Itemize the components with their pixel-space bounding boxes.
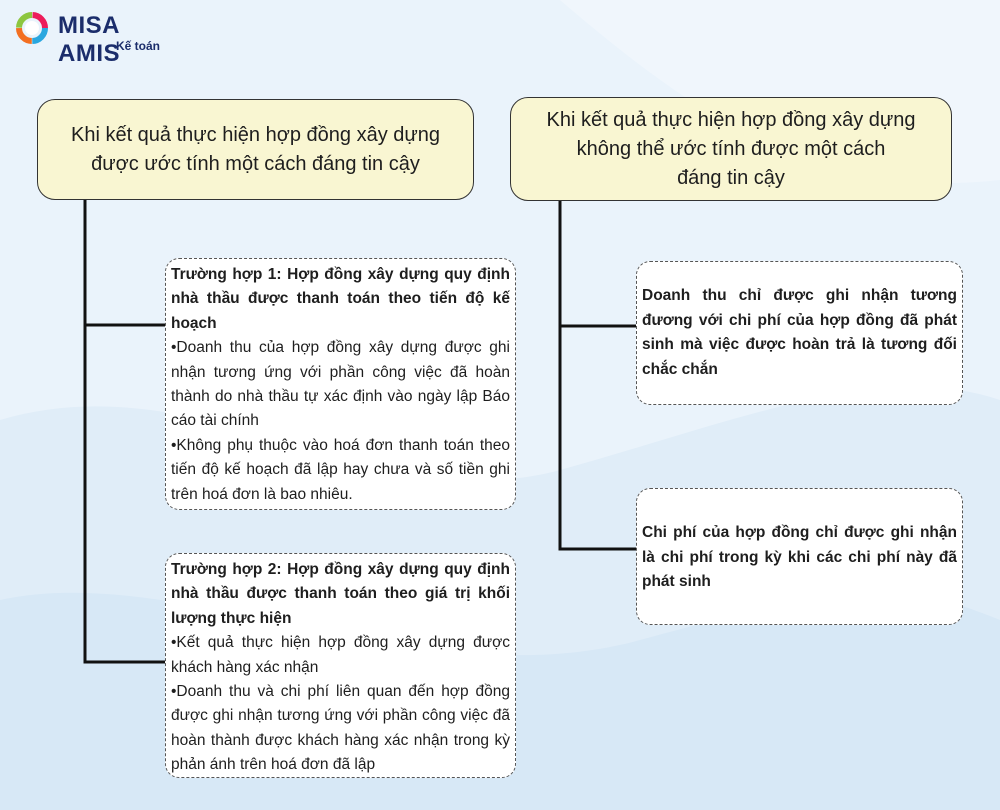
case-1-box: [165, 258, 516, 510]
case-1-title: Trường hợp 1: Hợp đồng xây dựng quy định nhà thầu được thanh toán theo tiến độ kế hoạch: [171, 266, 510, 332]
case-1-bullet-2: •Không phụ thuộc vào hoá đơn thanh toán theo tiến độ kế hoạch đã lập hay chưa và số tiền ghi trên hoá đơn là bao nhiêu.: [171, 436, 510, 503]
case-1-bullet-1: •Doanh thu của hợp đồng xây dựng được ghi nhận tương ứng với phần công việc đã hoàn thành do nhà thầu tự xác định vào ngày lập Báo cáo tài chính: [171, 339, 510, 430]
revenue-note-text: Doanh thu chỉ được ghi nhận tương đương với chi phí của hợp đồng đã phát sinh mà việc được hoàn trả là tương đối chắc chắn: [642, 287, 957, 378]
logo-product-text: Kế toán: [116, 39, 161, 53]
cost-note-box: [636, 488, 963, 625]
misa-logo-icon: [14, 10, 50, 46]
logo-brand-text: MISA AMIS: [58, 12, 120, 67]
left-header-box: [37, 99, 474, 200]
right-header-line-3: đáng tin cậy: [677, 166, 785, 189]
case-2-bullet-2: •Doanh thu và chi phí liên quan đến hợp đồng được ghi nhận tương ứng với phần công việc đã hoàn thành được khách hàng xác nhận trong kỳ phản ánh trên hoá đơn đã lập: [171, 683, 510, 774]
left-header-line-1: Khi kết quả thực hiện hợp đồng xây dựng: [70, 123, 441, 146]
left-header-text: [71, 121, 440, 179]
misa-amis-logo: [14, 10, 184, 67]
cost-note-text: Chi phí của hợp đồng chỉ được ghi nhận là chi phí trong kỳ khi các chi phí này đã phát sinh: [642, 524, 957, 590]
revenue-note-box: [636, 261, 963, 405]
left-header-line-2: được ước tính một cách đáng tin cậy: [91, 152, 420, 175]
right-header-line-1: Khi kết quả thực hiện hợp đồng xây dựng: [546, 108, 916, 131]
right-header-box: [510, 97, 952, 201]
right-header-line-2: không thể ước tính được một cách: [576, 137, 886, 160]
case-2-bullet-1: •Kết quả thực hiện hợp đồng xây dựng được khách hàng xác nhận: [171, 634, 510, 676]
right-header-text: [546, 106, 915, 193]
case-2-title: Trường hợp 2: Hợp đồng xây dựng quy định nhà thầu được thanh toán theo giá trị khối lượng thực hiện: [171, 561, 510, 627]
case-2-box: [165, 553, 516, 778]
